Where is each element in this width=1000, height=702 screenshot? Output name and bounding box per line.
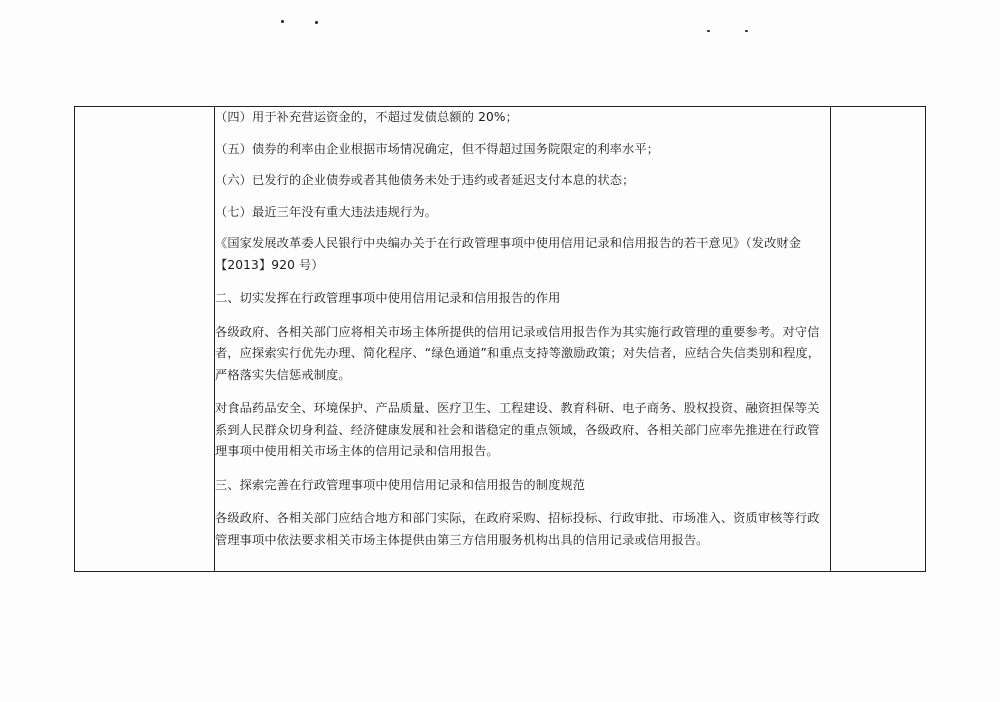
paragraph: 各级政府、各相关部门应结合地方和部门实际，在政府采购、招标投标、行政审批、市场准入、资质审核等行政管理事项中依法要求相关市场主体提供由第三方信用服务机构出具的信用记录或信用报告。 bbox=[215, 511, 820, 547]
paragraph: 对食品药品安全、环境保护、产品质量、医疗卫生、工程建设、教育科研、电子商务、股权投资、融资担保等关系到人民群众切身利益、经济健康发展和社会和谐稳定的重点领域，各级政府、各相关部门应率先推进在行政管理事项中使用相关市场主体的信用记录和信用报告。 bbox=[215, 401, 820, 458]
scan-speck bbox=[707, 30, 710, 32]
policy-table bbox=[74, 106, 926, 572]
list-item: （四）用于补充营运资金的，不超过发债总额的 20%； bbox=[215, 110, 518, 124]
list-item: （五）债券的利率由企业根据市场情况确定，但不得超过国务院限定的利率水平； bbox=[215, 141, 660, 156]
section-heading: 二、切实发挥在行政管理事项中使用信用记录和信用报告的作用 bbox=[215, 291, 561, 305]
table-cell-left bbox=[75, 107, 215, 572]
source-reference: 《国家发展改革委人民银行中央编办关于在行政管理事项中使用信用记录和信用报告的若干意见》（发改财金【2013】920 号） bbox=[215, 236, 802, 272]
table-cell-content bbox=[215, 107, 831, 572]
list-item: （七）最近三年没有重大违法违规行为。 bbox=[215, 204, 438, 219]
section-heading: 三、探索完善在行政管理事项中使用信用记录和信用报告的制度规范 bbox=[215, 477, 586, 492]
paragraph: 各级政府、各相关部门应将相关市场主体所提供的信用记录或信用报告作为其实施行政管理的重要参考。对守信者，应探索实行优先办理、简化程序、“绿色通道”和重点支持等激励政策；对失信者，应结合失信类别和程度，严格落实失信惩戒制度。 bbox=[215, 324, 821, 382]
scan-speck bbox=[745, 30, 748, 32]
scan-speck bbox=[315, 21, 318, 24]
scan-speck bbox=[281, 20, 284, 23]
table-cell-right bbox=[831, 107, 926, 572]
list-item: （六）已发行的企业债券或者其他债务未处于违约或者延迟支付本息的状态； bbox=[215, 173, 635, 187]
